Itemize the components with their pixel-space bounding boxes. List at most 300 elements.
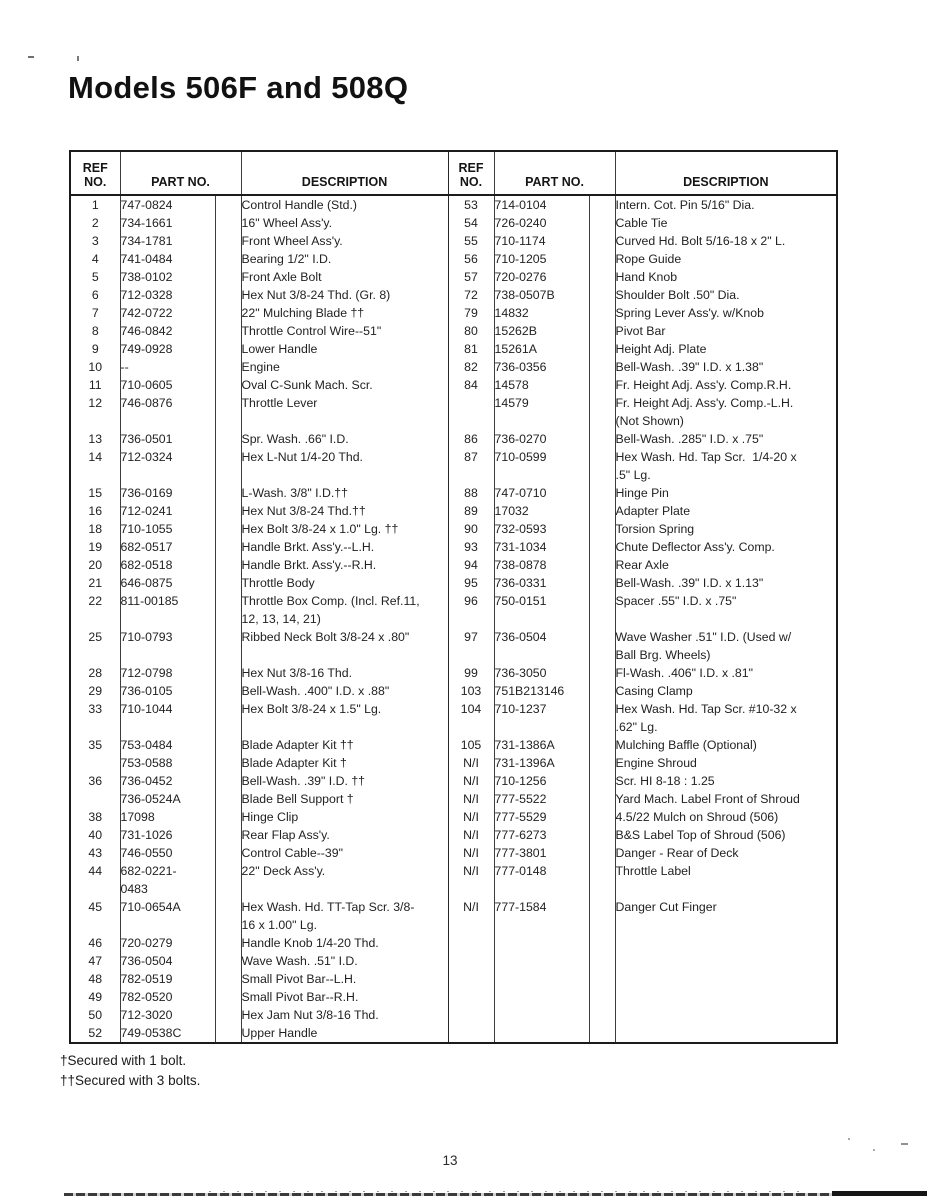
part-no-cell: 749-0928 [120, 340, 215, 358]
ref-no-cell [70, 718, 120, 736]
part-no-cell: 731-1026 [120, 826, 215, 844]
ref-no-cell: 15 [70, 484, 120, 502]
ref-no-cell: 84 [448, 376, 494, 394]
description-cell: Handle Brkt. Ass'y.--L.H. [241, 538, 448, 556]
ref-no-cell: 22 [70, 592, 120, 610]
spacer-cell [589, 970, 615, 988]
description-cell: Scr. HI 8-18 : 1.25 [615, 774, 715, 788]
spacer-cell [589, 682, 615, 700]
description-cell: Throttle Body [241, 574, 448, 592]
ref-no-cell: 79 [448, 304, 494, 322]
part-no-cell: 736-0105 [120, 682, 215, 700]
spacer-cell [589, 574, 615, 592]
description-cell: Hex Nut 3/8-16 Thd. [241, 664, 448, 682]
part-no-cell [120, 466, 215, 484]
description-header-left: DESCRIPTION [241, 151, 448, 195]
part-no-cell: 736-0501 [120, 430, 215, 448]
ref-no-cell: 99 [448, 664, 494, 682]
ref-no-cell [448, 880, 494, 898]
part-no-cell: 731-1386A [494, 736, 589, 754]
description-cell: Intern. Cot. Pin 5/16" Dia. [615, 198, 755, 212]
description-cell: Spring Lever Ass'y. w/Knob [615, 306, 764, 320]
description-cell: Throttle Label [615, 864, 691, 878]
table-row [70, 736, 837, 754]
spacer-cell [589, 520, 615, 538]
description-cell: Bell-Wash. .400" I.D. x .88" [241, 682, 448, 700]
table-row [70, 988, 837, 1006]
description-cell: Hex Nut 3/8-24 Thd. (Gr. 8) [241, 286, 448, 304]
spacer-cell [589, 862, 615, 880]
description-cell: Throttle Control Wire--51" [241, 322, 448, 340]
part-no-cell: 741-0484 [120, 250, 215, 268]
part-no-cell [120, 646, 215, 664]
part-no-cell: 782-0520 [120, 988, 215, 1006]
ref-no-cell: N/I [448, 844, 494, 862]
ref-no-cell: 14 [70, 448, 120, 466]
description-cell: Hex L-Nut 1/4-20 Thd. [241, 448, 448, 466]
description-cell: Hex Wash. Hd. Tap Scr. 1/4-20 x [615, 450, 797, 464]
ref-no-cell: 90 [448, 520, 494, 538]
ref-no-cell [448, 1024, 494, 1043]
part-no-cell: 712-0328 [120, 286, 215, 304]
spacer-cell [215, 790, 241, 808]
ref-no-cell [448, 1006, 494, 1024]
spacer-cell [215, 862, 241, 880]
ref-no-cell [448, 610, 494, 628]
part-no-cell: 734-1781 [120, 232, 215, 250]
part-no-header-right: PART NO. [494, 151, 615, 195]
spacer-cell [215, 376, 241, 394]
table-row [70, 448, 837, 466]
table-row [70, 268, 837, 286]
description-cell: Upper Handle [241, 1024, 448, 1043]
ref-no-cell: 3 [70, 232, 120, 250]
page-title: Models 506F and 508Q [68, 70, 409, 105]
description-cell: .62" Lg. [615, 720, 658, 734]
ref-no-cell: 40 [70, 826, 120, 844]
footnote-three-bolts: ††Secured with 3 bolts. [60, 1073, 201, 1088]
spacer-cell [589, 934, 615, 952]
description-cell: Wave Washer .51" I.D. (Used w/ [615, 630, 792, 644]
table-row [70, 214, 837, 232]
spacer-cell [215, 538, 241, 556]
part-no-cell [494, 916, 589, 934]
footnote-single-bolt: †Secured with 1 bolt. [60, 1053, 187, 1068]
description-cell [615, 880, 837, 898]
table-row [70, 934, 837, 952]
table-row [70, 682, 837, 700]
part-no-cell: 712-0241 [120, 502, 215, 520]
part-no-cell: 646-0875 [120, 574, 215, 592]
table-row [70, 754, 837, 772]
spacer-cell [589, 898, 615, 916]
ref-no-cell [448, 988, 494, 1006]
table-row [70, 340, 837, 358]
ref-no-cell: 4 [70, 250, 120, 268]
ref-no-cell [70, 466, 120, 484]
part-no-cell: 753-0588 [120, 754, 215, 772]
table-row [70, 484, 837, 502]
spacer-cell [589, 394, 615, 412]
table-row [70, 898, 837, 916]
table-row [70, 520, 837, 538]
description-cell [615, 916, 837, 934]
ref-no-cell: 80 [448, 322, 494, 340]
ref-no-cell: 47 [70, 952, 120, 970]
ref-no-cell: 46 [70, 934, 120, 952]
table-row [70, 394, 837, 412]
ref-no-cell: 11 [70, 376, 120, 394]
ref-no-cell: N/I [448, 754, 494, 772]
part-no-cell: 742-0722 [120, 304, 215, 322]
description-cell: Height Adj. Plate [615, 342, 707, 356]
spacer-cell [215, 556, 241, 574]
table-row [70, 358, 837, 376]
ref-no-cell: 43 [70, 844, 120, 862]
spacer-cell [589, 232, 615, 250]
ref-no-cell: 72 [448, 286, 494, 304]
spacer-cell [589, 826, 615, 844]
description-cell: Bell-Wash. .39" I.D. x 1.38" [615, 360, 764, 374]
part-no-cell [120, 610, 215, 628]
spacer-cell [589, 700, 615, 718]
table-row [70, 970, 837, 988]
description-cell: Front Axle Bolt [241, 268, 448, 286]
ref-no-cell [70, 610, 120, 628]
ref-no-cell: 95 [448, 574, 494, 592]
spacer-cell [215, 664, 241, 682]
part-no-cell: 710-0654A [120, 898, 215, 916]
ref-no-cell [448, 646, 494, 664]
spacer-cell [215, 772, 241, 790]
spacer-cell [589, 790, 615, 808]
description-cell: Control Handle (Std.) [241, 195, 448, 214]
description-cell: Shoulder Bolt .50" Dia. [615, 288, 740, 302]
ref-no-cell: N/I [448, 862, 494, 880]
table-row [70, 574, 837, 592]
spacer-cell [215, 250, 241, 268]
spacer-cell [589, 718, 615, 736]
part-no-cell: 712-3020 [120, 1006, 215, 1024]
part-no-cell: 710-1055 [120, 520, 215, 538]
ref-no-cell: 5 [70, 268, 120, 286]
part-no-cell: 710-0793 [120, 628, 215, 646]
spacer-cell [215, 718, 241, 736]
description-cell [615, 970, 837, 988]
description-cell: Blade Adapter Kit †† [241, 736, 448, 754]
table-row [70, 862, 837, 880]
table-row [70, 916, 837, 934]
table-row [70, 322, 837, 340]
spacer-cell [215, 592, 241, 610]
ref-no-cell: 1 [70, 195, 120, 214]
table-row [70, 412, 837, 430]
description-cell: 16" Wheel Ass'y. [241, 214, 448, 232]
description-cell: (Not Shown) [615, 414, 684, 428]
description-cell: Bearing 1/2" I.D. [241, 250, 448, 268]
ref-no-cell: 18 [70, 520, 120, 538]
description-cell: Engine [241, 358, 448, 376]
part-no-cell: 17032 [494, 502, 589, 520]
description-cell: Hinge Pin [615, 486, 669, 500]
spacer-cell [589, 538, 615, 556]
description-cell: .5" Lg. [615, 468, 651, 482]
table-row [70, 628, 837, 646]
spacer-cell [589, 844, 615, 862]
ref-no-cell: N/I [448, 826, 494, 844]
ref-no-cell: 12 [70, 394, 120, 412]
description-cell: Hand Knob [615, 270, 678, 284]
part-no-cell: 0483 [120, 880, 215, 898]
part-no-cell [120, 916, 215, 934]
part-no-header-left: PART NO. [120, 151, 241, 195]
table-row [70, 376, 837, 394]
spacer-cell [215, 898, 241, 916]
table-row [70, 826, 837, 844]
spacer-cell [589, 664, 615, 682]
description-cell: Casing Clamp [615, 684, 693, 698]
description-cell [615, 952, 837, 970]
table-row [70, 844, 837, 862]
scan-speckle [28, 56, 34, 58]
description-cell [615, 934, 837, 952]
spacer-cell [589, 592, 615, 610]
table-row [70, 502, 837, 520]
spacer-cell [589, 754, 615, 772]
ref-no-cell: 35 [70, 736, 120, 754]
table-row [70, 250, 837, 268]
part-no-cell: 747-0710 [494, 484, 589, 502]
description-cell: Fl-Wash. .406" I.D. x .81" [615, 666, 753, 680]
spacer-cell [589, 880, 615, 898]
ref-no-cell: 16 [70, 502, 120, 520]
ref-no-cell: 55 [448, 232, 494, 250]
description-cell [615, 1024, 837, 1043]
part-no-cell [494, 610, 589, 628]
table-row [70, 700, 837, 718]
description-cell: Bell-Wash. .39" I.D. x 1.13" [615, 576, 764, 590]
part-no-cell: 749-0538C [120, 1024, 215, 1043]
ref-no-cell: 89 [448, 502, 494, 520]
spacer-cell [215, 484, 241, 502]
part-no-cell: 731-1034 [494, 538, 589, 556]
table-row [70, 286, 837, 304]
spacer-cell [589, 412, 615, 430]
description-cell: Small Pivot Bar--L.H. [241, 970, 448, 988]
part-no-cell [494, 1024, 589, 1043]
spacer-cell [215, 520, 241, 538]
ref-no-cell: 50 [70, 1006, 120, 1024]
description-cell: Rear Axle [615, 558, 669, 572]
ref-no-cell: 6 [70, 286, 120, 304]
part-no-cell: 777-0148 [494, 862, 589, 880]
spacer-cell [215, 610, 241, 628]
part-no-cell: 736-0331 [494, 574, 589, 592]
description-cell: L-Wash. 3/8" I.D.†† [241, 484, 448, 502]
description-cell: 22" Deck Ass'y. [241, 862, 448, 880]
description-cell: Wave Wash. .51" I.D. [241, 952, 448, 970]
description-cell: Hex Wash. Hd. Tap Scr. #10-32 x [615, 702, 797, 716]
part-no-cell: 753-0484 [120, 736, 215, 754]
ref-no-cell: 105 [448, 736, 494, 754]
spacer-cell [589, 952, 615, 970]
ref-no-cell: 2 [70, 214, 120, 232]
part-no-cell: 710-0605 [120, 376, 215, 394]
description-cell: Oval C-Sunk Mach. Scr. [241, 376, 448, 394]
part-no-cell [494, 988, 589, 1006]
description-cell: Mulching Baffle (Optional) [615, 738, 757, 752]
ref-no-cell: 25 [70, 628, 120, 646]
part-no-cell: 738-0102 [120, 268, 215, 286]
ref-no-cell [70, 916, 120, 934]
part-no-cell: 726-0240 [494, 214, 589, 232]
spacer-cell [589, 376, 615, 394]
table-row [70, 1024, 837, 1043]
description-cell: Throttle Box Comp. (Incl. Ref.11, [241, 592, 448, 610]
part-no-cell: 682-0517 [120, 538, 215, 556]
spacer-cell [215, 880, 241, 898]
ref-no-cell: 57 [448, 268, 494, 286]
part-no-cell: 15262B [494, 322, 589, 340]
description-cell: Small Pivot Bar--R.H. [241, 988, 448, 1006]
description-cell: Cable Tie [615, 216, 668, 230]
description-cell: Bell-Wash. .39" I.D. †† [241, 772, 448, 790]
spacer-cell [215, 214, 241, 232]
spacer-cell [215, 736, 241, 754]
ref-no-cell: 21 [70, 574, 120, 592]
part-no-cell: 777-3801 [494, 844, 589, 862]
description-cell: Yard Mach. Label Front of Shroud [615, 792, 800, 806]
part-no-cell: 734-1661 [120, 214, 215, 232]
spacer-cell [589, 484, 615, 502]
part-no-cell: 682-0221- [120, 862, 215, 880]
ref-no-cell: 53 [448, 195, 494, 214]
spacer-cell [589, 988, 615, 1006]
description-header-right: DESCRIPTION [615, 151, 837, 195]
part-no-cell: 720-0276 [494, 268, 589, 286]
ref-no-cell: N/I [448, 898, 494, 916]
spacer-cell [215, 304, 241, 322]
description-cell [615, 610, 837, 628]
ref-no-cell: 93 [448, 538, 494, 556]
ref-no-cell: 45 [70, 898, 120, 916]
ref-no-cell: 49 [70, 988, 120, 1006]
description-cell: Bell-Wash. .285" I.D. x .75" [615, 432, 764, 446]
part-no-cell: 751B213146 [494, 682, 589, 700]
part-no-cell: 738-0507B [494, 286, 589, 304]
ref-no-cell: 13 [70, 430, 120, 448]
description-cell: Blade Adapter Kit † [241, 754, 448, 772]
description-cell [241, 880, 448, 898]
description-cell [615, 988, 837, 1006]
description-cell: Adapter Plate [615, 504, 691, 518]
ref-no-cell [448, 934, 494, 952]
part-no-cell: 732-0593 [494, 520, 589, 538]
part-no-cell: 682-0518 [120, 556, 215, 574]
spacer-cell [589, 358, 615, 376]
ref-no-cell [448, 970, 494, 988]
ref-no-cell: 104 [448, 700, 494, 718]
ref-no-cell: N/I [448, 772, 494, 790]
spacer-cell [589, 1006, 615, 1024]
table-header-row [70, 151, 837, 195]
description-cell: Handle Knob 1/4-20 Thd. [241, 934, 448, 952]
spacer-cell [589, 736, 615, 754]
spacer-cell [589, 250, 615, 268]
scan-speckle [873, 1149, 875, 1151]
scan-page-edge [64, 1191, 927, 1196]
part-no-cell: 710-0599 [494, 448, 589, 466]
ref-no-cell [70, 790, 120, 808]
spacer-cell [589, 628, 615, 646]
ref-no-cell: 52 [70, 1024, 120, 1043]
ref-no-cell: 28 [70, 664, 120, 682]
ref-no-cell: 33 [70, 700, 120, 718]
spacer-cell [589, 502, 615, 520]
part-no-cell [120, 412, 215, 430]
part-no-cell: 712-0798 [120, 664, 215, 682]
table-row [70, 664, 837, 682]
table-row [70, 610, 837, 628]
part-no-cell: 712-0324 [120, 448, 215, 466]
ref-no-cell: 48 [70, 970, 120, 988]
description-cell: Spacer .55" I.D. x .75" [615, 594, 737, 608]
description-cell [241, 466, 448, 484]
part-no-cell: 746-0842 [120, 322, 215, 340]
footnotes [60, 1051, 200, 1091]
table-row [70, 808, 837, 826]
ref-no-cell [448, 412, 494, 430]
description-cell [241, 412, 448, 430]
part-no-cell: 736-3050 [494, 664, 589, 682]
ref-no-cell: 8 [70, 322, 120, 340]
ref-no-cell: 103 [448, 682, 494, 700]
description-cell: Danger - Rear of Deck [615, 846, 739, 860]
table-row [70, 646, 837, 664]
spacer-cell [215, 808, 241, 826]
spacer-cell [215, 952, 241, 970]
part-no-cell [494, 970, 589, 988]
description-cell: Rear Flap Ass'y. [241, 826, 448, 844]
spacer-cell [215, 970, 241, 988]
spacer-cell [589, 430, 615, 448]
spacer-cell [589, 610, 615, 628]
part-no-cell [494, 1006, 589, 1024]
spacer-cell [589, 304, 615, 322]
spacer-cell [589, 808, 615, 826]
part-no-cell: 736-0356 [494, 358, 589, 376]
table-row [70, 466, 837, 484]
spacer-cell [589, 322, 615, 340]
table-row [70, 304, 837, 322]
description-cell: 12, 13, 14, 21) [241, 610, 448, 628]
part-no-cell: 736-0524A [120, 790, 215, 808]
part-no-cell: 782-0519 [120, 970, 215, 988]
spacer-cell [589, 286, 615, 304]
spacer-cell [589, 772, 615, 790]
description-cell: 16 x 1.00" Lg. [241, 916, 448, 934]
spacer-cell [215, 340, 241, 358]
description-cell: Hex Bolt 3/8-24 x 1.0" Lg. †† [241, 520, 448, 538]
ref-no-cell: 20 [70, 556, 120, 574]
spacer-cell [215, 430, 241, 448]
description-cell: Danger Cut Finger [615, 900, 717, 914]
spacer-cell [589, 214, 615, 232]
spacer-cell [215, 754, 241, 772]
ref-no-cell: N/I [448, 808, 494, 826]
spacer-cell [589, 916, 615, 934]
description-cell: Hex Wash. Hd. TT-Tap Scr. 3/8- [241, 898, 448, 916]
